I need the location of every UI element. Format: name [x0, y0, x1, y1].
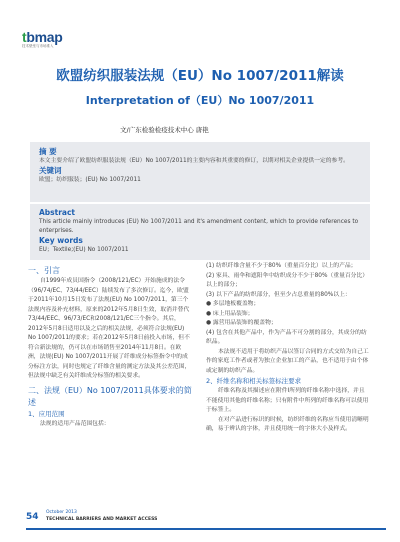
article-title-zh: 欧盟纺织服装法规（EU）No 1007/2011解读 — [56, 68, 344, 84]
abstract-en-text: This article mainly introduces (EU) No 1007/2011 and it's amendment content, which to provide references to enterprises. — [39, 219, 359, 234]
journal-name: TECHNICAL BARRIERS AND MARKET ACCESS — [46, 517, 158, 522]
section-2-heading: 二、法规（EU）No 1007/2011具体要求的简述 — [28, 385, 192, 407]
page-footer — [26, 508, 386, 532]
keywords-label: 关键词 — [39, 166, 62, 175]
fiber-name-paragraph: 纤维名称及其描述应在附件I所列的纤维名称中选择，并且不能使用其他的纤维名称；只有附件中所列的纤维名称可以使用于标签上。 — [206, 388, 369, 413]
issue-date: October 2013 — [46, 510, 77, 515]
abstract-text: 本文主要介绍了欧盟纺织服装法规（EU）No 1007/2011的主要内容和其重要的修订，以期对相关企业提供一定的参考。 — [39, 158, 349, 164]
logo-wordmark: tbmap — [22, 29, 63, 45]
abstract-label: 摘 要 — [39, 147, 57, 156]
keywords-en-label: Key words — [39, 236, 83, 245]
abstract-en-label: Abstract — [39, 208, 76, 217]
keywords-text: 欧盟；纺织服装；(EU) No 1007/2011 — [39, 177, 141, 183]
section-2-paragraph: 法规的适用产品范围包括： — [40, 420, 110, 427]
right-column — [206, 262, 370, 435]
section-2-subheading-1: 1、应用范围 — [28, 409, 65, 418]
abstract-en-box — [30, 204, 370, 260]
page-number: 54 — [26, 512, 39, 522]
keywords-en-text: EU；Textile;(EU) No 1007/2011 — [39, 247, 129, 253]
journal-logo — [22, 30, 82, 52]
author-line: 文/广东检验检疫技术中心 唐艳 — [120, 126, 209, 134]
section-2-subheading-2: 2、纤维名称和相关标签标注要求 — [206, 377, 302, 385]
label-font-paragraph: 在对产品进行标识的时候，纺织纤维的名称应当使用清晰明确，易于辨认的字体，并且使用统一的字体大小及样式。 — [206, 416, 369, 432]
section-1-heading: 一、引言 — [28, 266, 60, 275]
article-title-en: Interpretation of（EU）No 1007/2011 — [85, 94, 315, 107]
scope-exclusion-paragraph: 本法规不适用于将纺织产品以签订合同的方式交给为自己工作的家庭工作者或者为独立企业加工的产品，也不适用于由个体或定制的纺织产品。 — [206, 348, 369, 374]
footer-rule — [26, 528, 386, 530]
scope-list: (1) 纺织纤维含量不少于80%（重量百分比）以上的产品； (2) 家具、雨伞和遮阳伞中纺织成分不少于80%（重量百分比）以上的部分； (3) 以下产品的纺织部分，但至少占总重量的80%以上： ● 多层地板覆盖物； ● 床上用品装饰； ● 露营用品装饰的覆盖物； (4) 包含在其他产品中，作为产品不可分割的部分，其成分的纺织品。 — [206, 263, 369, 345]
logo-subtitle: 技术壁垒与市场准入 — [22, 44, 54, 48]
left-column — [28, 262, 192, 429]
abstract-zh-box — [30, 142, 370, 202]
section-1-paragraph: 自1999年成员国指令（2008/121/EC）开始施成的法令（96/74/EC、73/44/EEC）陆续发布了多次修订。迄今，欧盟于2011年10月15日发布了法规(EU) No 1007/2011，第三个法规内容及补充材料，原来的2012年5月8日生效，取消并替代73/44/EEC、96/73/EC和2008/121/EC三个指令。其后，2012年5月8日适用以及之后的相关法规，必须符合法规(EU) No 1007/2011的要求；若在2012年5月8日前投入市场，但不符合新法规的，仍可以在市场销售至2014年11月8日。在欧洲，法规(EU) No 1007/2011开展了纤维成分标签指令中的成分标注方法，同时也规定了纤维含量的测定方法及其公差范围，但法规中缺乏有关纤维成分标签的相关要求。 — [28, 278, 191, 379]
